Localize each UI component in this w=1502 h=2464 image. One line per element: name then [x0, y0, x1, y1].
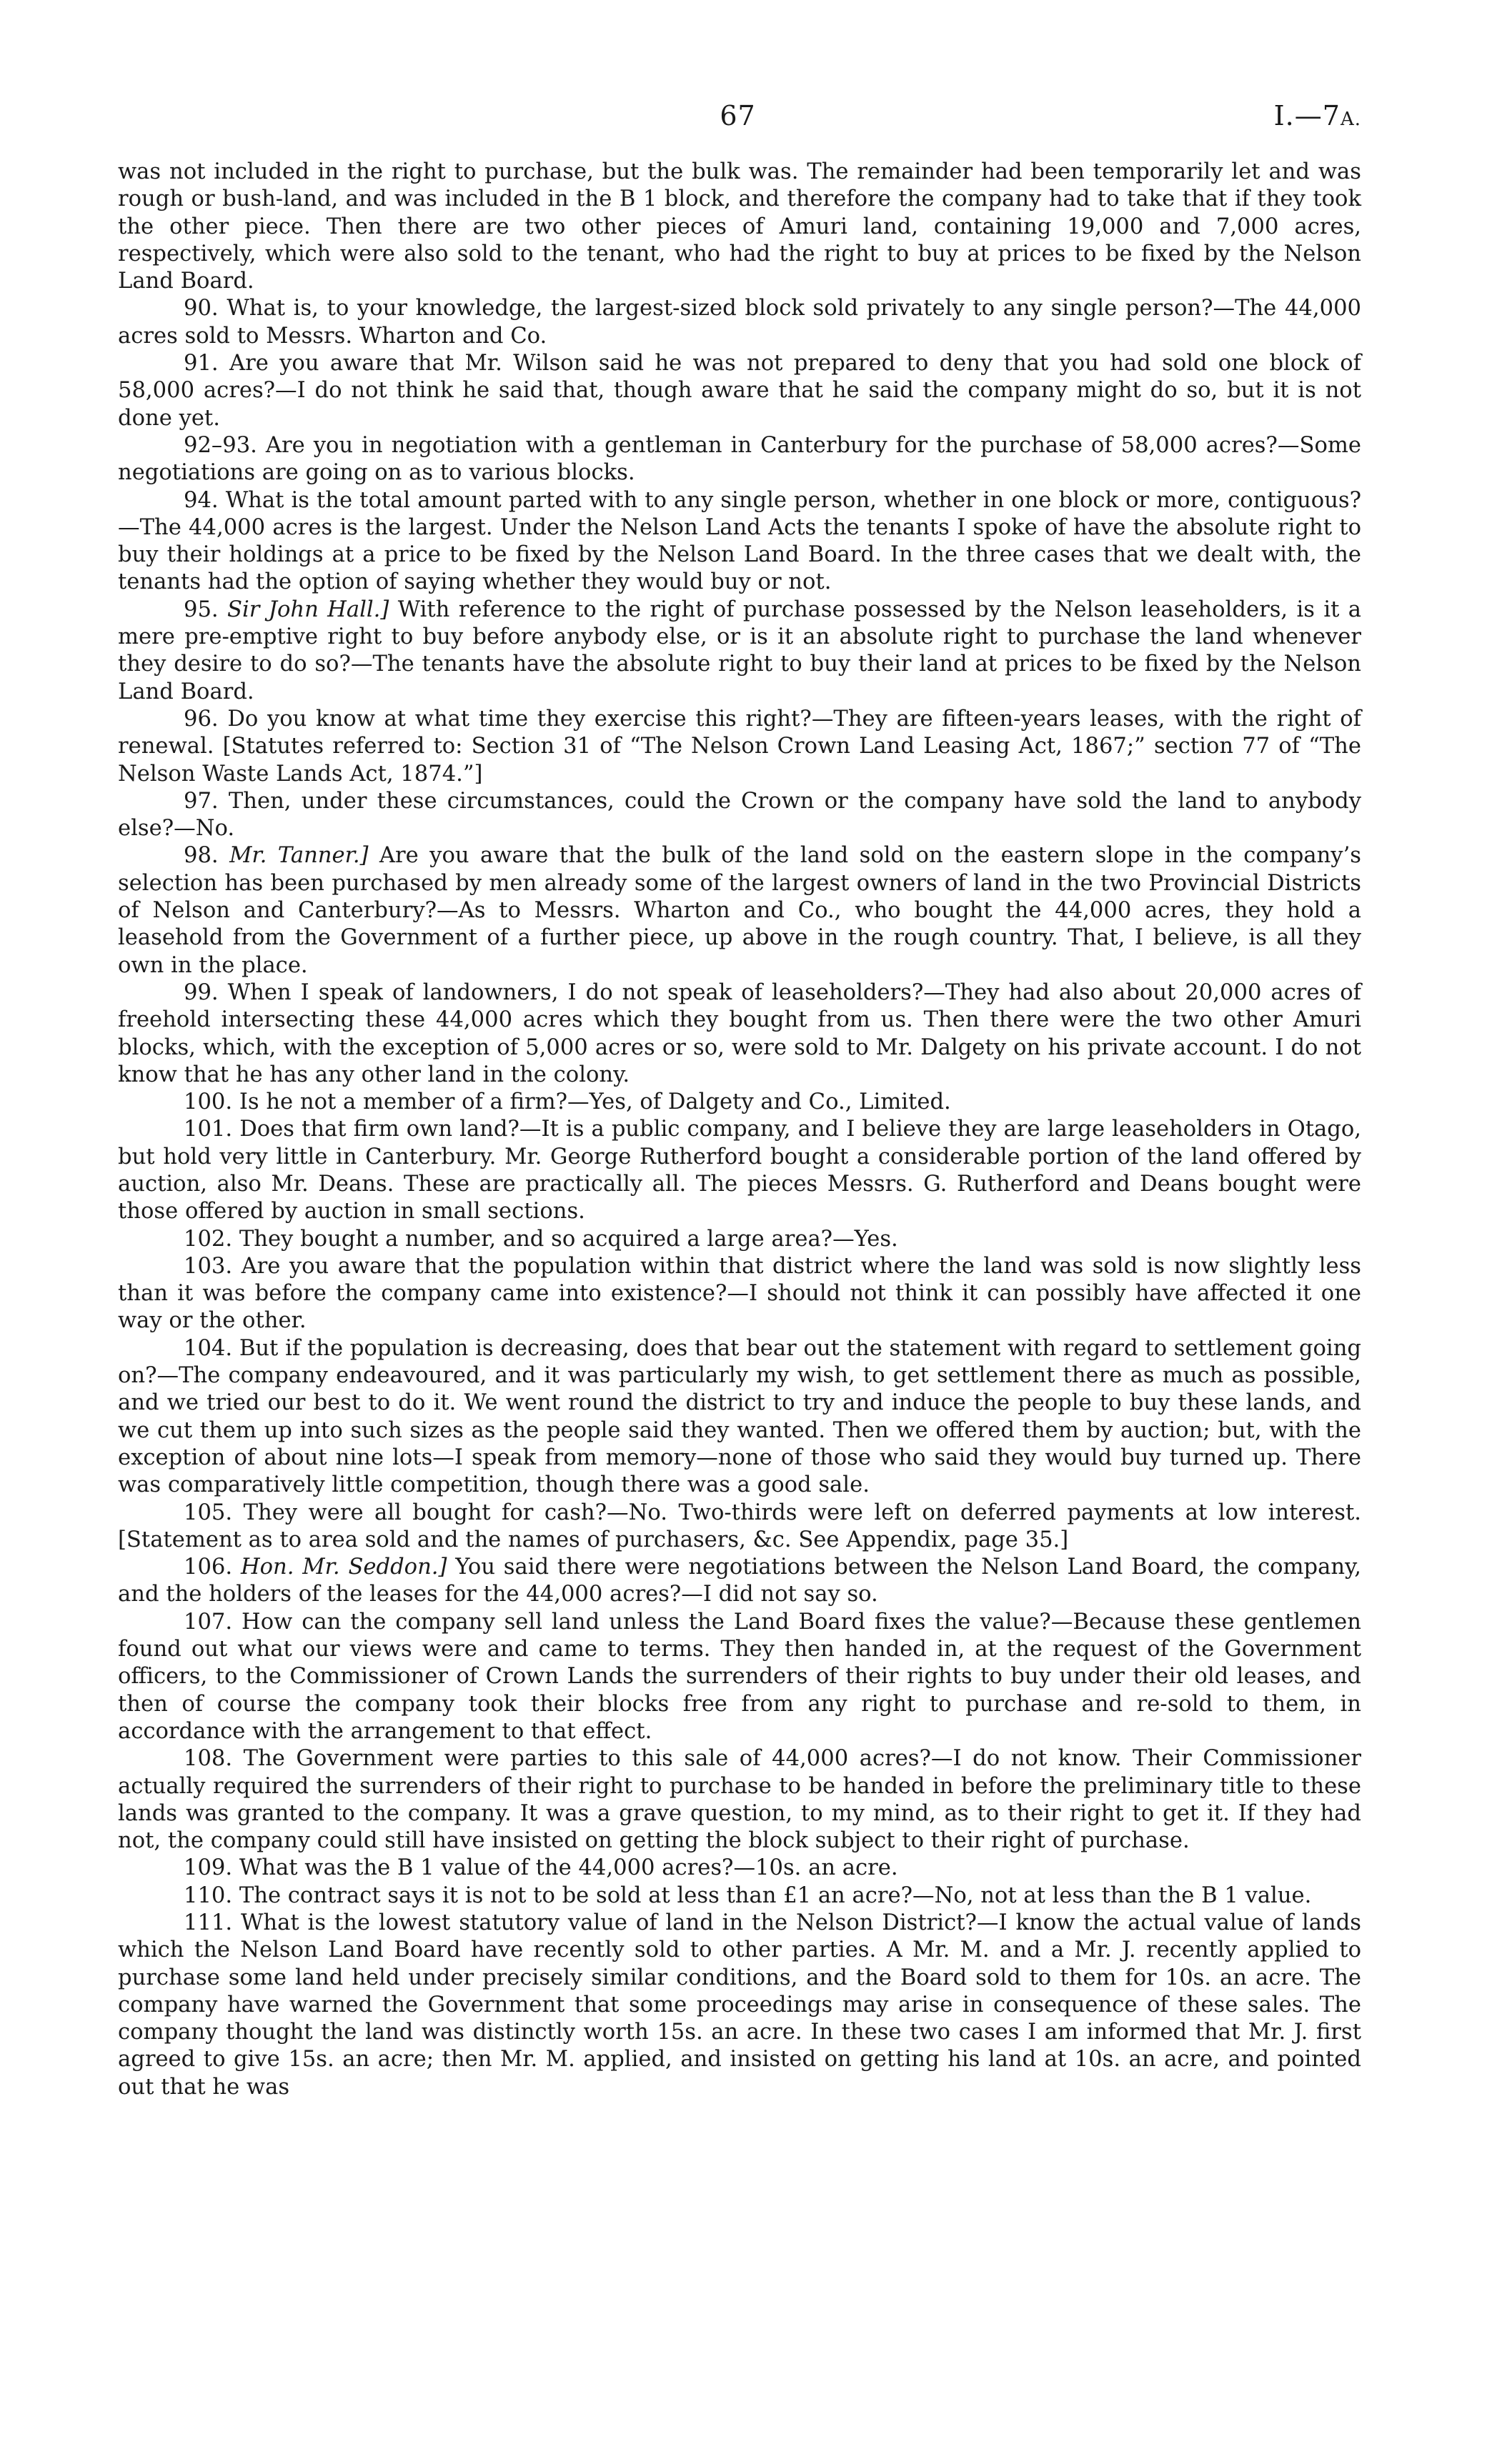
question-90: 90. What is, to your knowledge, the largest-sized block sold privately to any single person?—The 44,000 acres sold to Messrs. Wharton and Co.: [118, 296, 1361, 349]
question-92-93: 92–93. Are you in negotiation with a gentleman in Canterbury for the purchase of 58,000 acres?—Some negotiations are going on as to various blocks.: [118, 432, 1361, 486]
minutes-of-evidence: [118, 159, 1361, 2101]
question-94: 94. What is the total amount parted with to any single person, whether in one block or more, contiguous?—The 44,000 acres is the largest. Under the Nelson Land Acts the tenants I spoke of have the absolute right to buy their holdings at a price to be fixed by the Nelson Land Board. In the three cases that we dealt with, the tenants had the option of saying whether they would buy or not.: [118, 487, 1361, 595]
question-98: [118, 842, 1361, 979]
question-105: 105. They were all bought for cash?—No. Two-thirds were left on deferred payments at low interest. [Statement as to area sold and the names of purchasers, &c. See Appendix, page 35.]: [118, 1500, 1361, 1552]
question-96: 96. Do you know at what time they exercise this right?—They are fifteen-years leases, with the right of renewal. [Statutes referred to: Section 31 of “The Nelson Crown Land Leasing Act, 1867;” section 77 of “The Nelson Waste Lands Act, 1874.”]: [118, 706, 1361, 787]
question-109: 109. What was the B 1 value of the 44,000 acres?—10s. an acre.: [184, 1855, 898, 1881]
question-number: 98.: [184, 843, 230, 869]
question-95: [118, 597, 1361, 706]
speaker-name: Sir John Hall.]: [227, 597, 389, 622]
question-97: 97. Then, under these circumstances, could the Crown or the company have sold the land to anybody else?—No.: [118, 788, 1361, 842]
page-number: 67: [720, 100, 756, 131]
continued-paragraph: was not included in the right to purchase, but the bulk was. The remainder had been temporarily let and was rough or bush-land, and was included in the B 1 block, and therefore the company had to take that if they took the other piece. Then there are two other pieces of Amuri land, containing 19,000 and 7,000 acres, respectively, which were also sold to the tenant, who had the right to buy at prices to be fixed by the Nelson Land Board.: [118, 159, 1361, 294]
question-text: You said there were negotiations between the Nelson Land Board, the company, and the holders of the leases for the 44,000 acres?—I did not say so.: [118, 1555, 1361, 1607]
page-header: [114, 100, 1361, 143]
question-102: 102. They bought a number, and so acquired a large area?—Yes.: [184, 1226, 898, 1252]
question-111: 111. What is the lowest statutory value of land in the Nelson District?—I know the actual value of lands which the Nelson Land Board have recently sold to other parties. A Mr. M. and a Mr. J. recently applied to purchase some land held under precisely similar conditions, and the Board sold to them for 10s. an acre. The company have warned the Government that some proceedings may arise in consequence of these sales. The company thought the land was distinctly worth 15s. an acre. In these two cases I am informed that Mr. J. first agreed to give 15s. an acre; then Mr. M. applied, and insisted on getting his land at 10s. an acre, and pointed out that he was: [118, 1910, 1361, 2100]
speaker-name: Mr. Tanner.]: [229, 843, 369, 869]
question-103: 103. Are you aware that the population within that district where the land was sold is now slightly less than it was before the company came into existence?—I should not think it can possibly have affected it one way or the other.: [118, 1253, 1361, 1334]
question-text: With reference to the right of purchase possessed by the Nelson leaseholders, is it a mere pre-emptive right to buy before anybody else, or is it an absolute right to purchase the land whenever they desire to do so?—The tenants have the absolute right to buy their land at prices to be fixed by the Nelson Land Board.: [118, 597, 1361, 704]
question-number: 95.: [184, 597, 228, 622]
document-reference: [1274, 100, 1361, 131]
question-number: 106.: [184, 1555, 241, 1580]
question-104: 104. But if the population is decreasing, does that bear out the statement with regard to settlement going on?—The company endeavoured, and it was particularly my wish, to get settlement there as much as possible, and we tried our best to do it. We went round the district to try and induce the people to buy these lands, and we cut them up into such sizes as the people said they wanted. Then we offered them by auction; but, with the exception of about nine lots—I speak from memory—none of those who said they would buy turned up. There was comparatively little competition, though there was a good sale.: [118, 1335, 1361, 1498]
question-106: [118, 1554, 1361, 1609]
question-text: Are you aware that the bulk of the land sold on the eastern slope in the company’s selection has been purchased by men already some of the largest owners of land in the two Provincial Districts of Nelson and Canterbury?—As to Messrs. Wharton and Co., who bought the 44,000 acres, they hold a leasehold from the Government of a further piece, up above in the rough country. That, I believe, is all they own in the place.: [118, 843, 1362, 978]
question-100: 100. Is he not a member of a firm?—Yes, of Dalgety and Co., Limited.: [184, 1089, 951, 1115]
question-91: 91. Are you aware that Mr. Wilson said he was not prepared to deny that you had sold one block of 58,000 acres?—I do not think he said that, though aware that he said the company might do so, but it is not done yet.: [118, 351, 1361, 431]
question-99: 99. When I speak of landowners, I do not speak of leaseholders?—They had also about 20,000 acres of freehold intersecting these 44,000 acres which they bought from us. Then there were the two other Amuri blocks, which, with the exception of 5,000 acres or so, were sold to Mr. Dalgety on his private account. I do not know that he has any other land in the colony.: [118, 979, 1361, 1087]
document-reference-suffix: A.: [1340, 109, 1361, 130]
question-108: 108. The Government were parties to this sale of 44,000 acres?—I do not know. Their Commissioner actually required the surrenders of their right to purchase to be handed in before the preliminary title to these lands was granted to the company. It was a grave question, to my mind, as to their right to get it. If they had not, the company could still have insisted on getting the block subject to their right of purchase.: [118, 1746, 1361, 1854]
question-107: 107. How can the company sell land unless the Land Board fixes the value?—Because these gentlemen found out what our views were and came to terms. They then handed in, at the request of the Government officers, to the Commissioner of Crown Lands the surrenders of their rights to buy under their old leases, and then of course the company took their blocks free from any right to purchase and re-sold to them, in accordance with the arrangement to that effect.: [118, 1609, 1361, 1744]
document-reference-main: I.—7: [1273, 100, 1341, 131]
question-110: 110. The contract says it is not to be sold at less than £1 an acre?—No, not at less than the B 1 value.: [184, 1882, 1312, 1908]
question-101: 101. Does that firm own land?—It is a public company, and I believe they are large leaseholders in Otago, but hold very little in Canterbury. Mr. George Rutherford bought a considerable portion of the land offered by auction, also Mr. Deans. These are practically all. The pieces Messrs. G. Rutherford and Deans bought were those offered by auction in small sections.: [118, 1117, 1361, 1224]
speaker-name: Hon. Mr. Seddon.]: [240, 1555, 447, 1580]
